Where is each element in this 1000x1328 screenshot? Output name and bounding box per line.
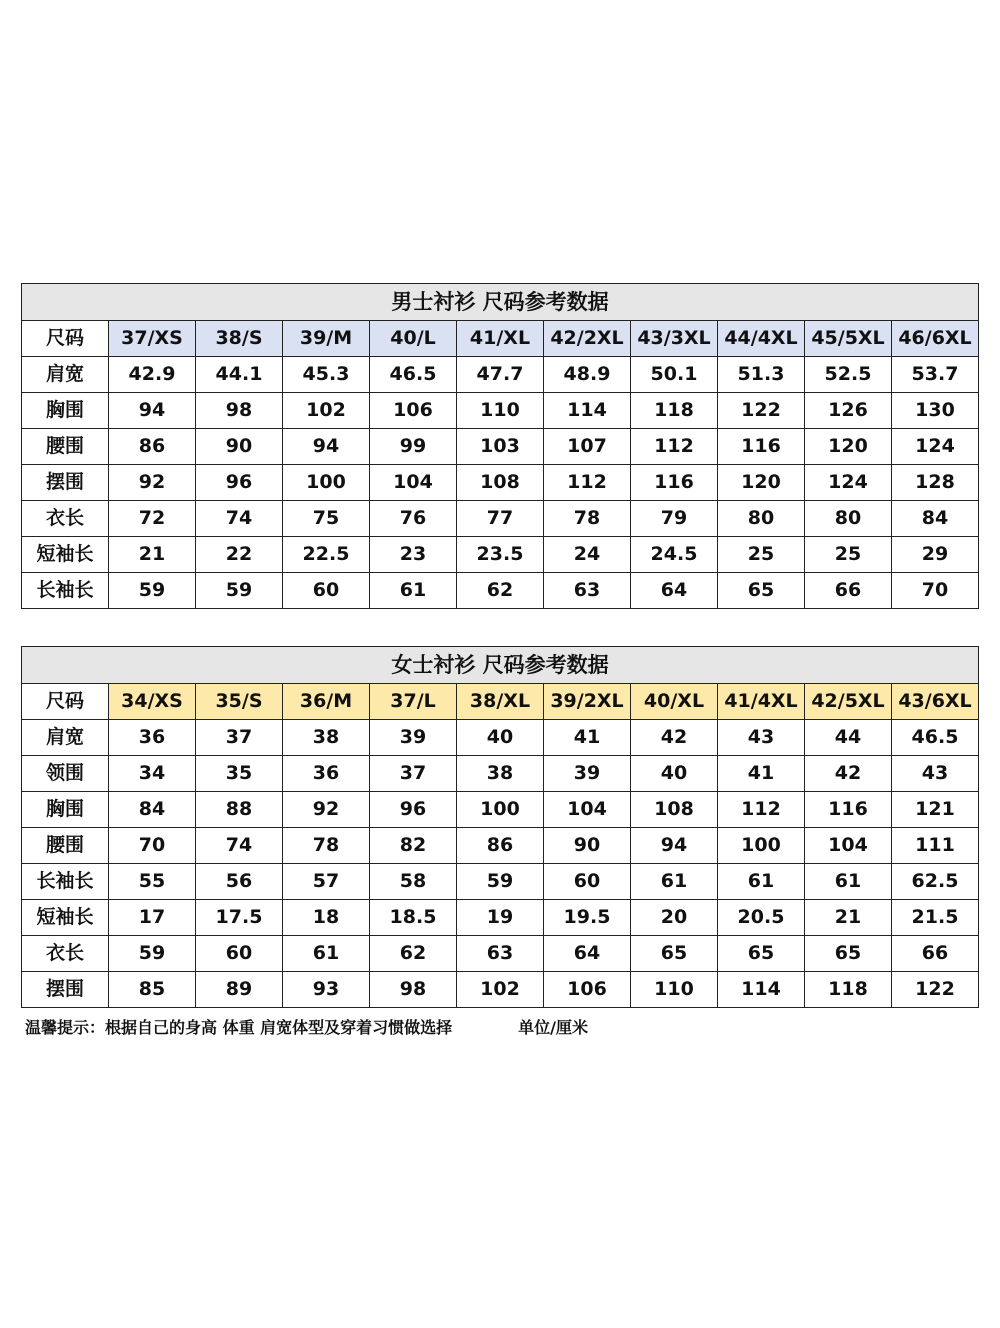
men-row-label: 衣长 <box>22 501 109 537</box>
men-measure-cell: 120 <box>718 465 805 501</box>
women-measure-cell: 122 <box>892 972 979 1008</box>
women-measure-cell: 90 <box>544 828 631 864</box>
men-table-body <box>22 357 979 609</box>
women-measure-row <box>22 792 979 828</box>
women-measure-cell: 20.5 <box>718 900 805 936</box>
women-row-label: 胸围 <box>22 792 109 828</box>
women-measure-cell: 61 <box>283 936 370 972</box>
women-measure-cell: 96 <box>370 792 457 828</box>
women-measure-cell: 93 <box>283 972 370 1008</box>
men-row-label: 胸围 <box>22 393 109 429</box>
men-measure-cell: 61 <box>370 573 457 609</box>
men-measure-cell: 94 <box>283 429 370 465</box>
women-measure-cell: 39 <box>370 720 457 756</box>
women-size-header-label: 尺码 <box>22 684 109 720</box>
men-measure-cell: 79 <box>631 501 718 537</box>
men-row-label: 肩宽 <box>22 357 109 393</box>
women-measure-cell: 37 <box>196 720 283 756</box>
women-size-col: 37/L <box>370 684 457 720</box>
men-measure-cell: 53.7 <box>892 357 979 393</box>
men-measure-cell: 21 <box>109 537 196 573</box>
women-measure-cell: 17.5 <box>196 900 283 936</box>
women-size-col: 38/XL <box>457 684 544 720</box>
women-measure-cell: 59 <box>109 936 196 972</box>
women-measure-cell: 40 <box>631 756 718 792</box>
men-measure-cell: 122 <box>718 393 805 429</box>
men-measure-cell: 50.1 <box>631 357 718 393</box>
women-measure-cell: 86 <box>457 828 544 864</box>
women-measure-cell: 35 <box>196 756 283 792</box>
men-measure-row <box>22 465 979 501</box>
women-size-header-row <box>22 684 979 720</box>
men-measure-cell: 112 <box>544 465 631 501</box>
men-measure-cell: 70 <box>892 573 979 609</box>
men-size-col: 42/2XL <box>544 321 631 357</box>
women-measure-cell: 82 <box>370 828 457 864</box>
men-measure-cell: 75 <box>283 501 370 537</box>
men-size-header-row <box>22 321 979 357</box>
men-size-table <box>21 283 979 609</box>
women-measure-cell: 60 <box>544 864 631 900</box>
men-measure-cell: 98 <box>196 393 283 429</box>
men-measure-row <box>22 393 979 429</box>
women-measure-cell: 38 <box>283 720 370 756</box>
men-measure-cell: 24 <box>544 537 631 573</box>
men-size-col: 46/6XL <box>892 321 979 357</box>
men-table-title: 男士衬衫 尺码参考数据 <box>22 284 979 321</box>
women-measure-row <box>22 864 979 900</box>
men-size-col: 38/S <box>196 321 283 357</box>
men-measure-row <box>22 537 979 573</box>
women-measure-cell: 21.5 <box>892 900 979 936</box>
men-measure-cell: 48.9 <box>544 357 631 393</box>
men-size-col: 40/L <box>370 321 457 357</box>
men-measure-cell: 22 <box>196 537 283 573</box>
men-measure-cell: 76 <box>370 501 457 537</box>
men-measure-cell: 130 <box>892 393 979 429</box>
women-row-label: 短袖长 <box>22 900 109 936</box>
men-measure-cell: 24.5 <box>631 537 718 573</box>
women-measure-cell: 92 <box>283 792 370 828</box>
women-measure-row <box>22 720 979 756</box>
women-measure-cell: 61 <box>718 864 805 900</box>
women-measure-cell: 108 <box>631 792 718 828</box>
women-measure-cell: 42 <box>631 720 718 756</box>
women-measure-cell: 102 <box>457 972 544 1008</box>
women-measure-cell: 55 <box>109 864 196 900</box>
women-measure-cell: 65 <box>805 936 892 972</box>
men-measure-cell: 84 <box>892 501 979 537</box>
men-size-col: 41/XL <box>457 321 544 357</box>
women-measure-cell: 18 <box>283 900 370 936</box>
women-measure-cell: 111 <box>892 828 979 864</box>
men-measure-cell: 99 <box>370 429 457 465</box>
men-measure-cell: 59 <box>109 573 196 609</box>
women-row-label: 摆围 <box>22 972 109 1008</box>
men-measure-cell: 45.3 <box>283 357 370 393</box>
women-measure-row <box>22 756 979 792</box>
men-measure-cell: 103 <box>457 429 544 465</box>
men-measure-cell: 47.7 <box>457 357 544 393</box>
men-measure-cell: 66 <box>805 573 892 609</box>
women-measure-cell: 94 <box>631 828 718 864</box>
women-table-body <box>22 720 979 1008</box>
men-size-col: 39/M <box>283 321 370 357</box>
men-measure-cell: 124 <box>805 465 892 501</box>
women-measure-cell: 36 <box>109 720 196 756</box>
footer-unit: 单位/厘米 <box>518 1018 589 1037</box>
women-measure-cell: 41 <box>544 720 631 756</box>
women-row-label: 腰围 <box>22 828 109 864</box>
women-size-col: 36/M <box>283 684 370 720</box>
men-row-label: 摆围 <box>22 465 109 501</box>
women-measure-cell: 19 <box>457 900 544 936</box>
women-size-col: 42/5XL <box>805 684 892 720</box>
men-measure-cell: 112 <box>631 429 718 465</box>
women-measure-cell: 19.5 <box>544 900 631 936</box>
women-size-col: 35/S <box>196 684 283 720</box>
women-measure-cell: 61 <box>631 864 718 900</box>
women-measure-cell: 89 <box>196 972 283 1008</box>
men-measure-cell: 22.5 <box>283 537 370 573</box>
men-measure-cell: 80 <box>805 501 892 537</box>
men-measure-row <box>22 429 979 465</box>
men-measure-cell: 110 <box>457 393 544 429</box>
women-measure-cell: 41 <box>718 756 805 792</box>
women-measure-cell: 43 <box>892 756 979 792</box>
women-measure-row <box>22 900 979 936</box>
women-measure-cell: 110 <box>631 972 718 1008</box>
men-size-col: 37/XS <box>109 321 196 357</box>
women-measure-cell: 78 <box>283 828 370 864</box>
men-measure-cell: 108 <box>457 465 544 501</box>
women-measure-cell: 104 <box>544 792 631 828</box>
men-measure-cell: 96 <box>196 465 283 501</box>
women-measure-cell: 44 <box>805 720 892 756</box>
men-measure-cell: 106 <box>370 393 457 429</box>
men-measure-cell: 29 <box>892 537 979 573</box>
men-measure-row <box>22 357 979 393</box>
women-measure-cell: 57 <box>283 864 370 900</box>
women-measure-cell: 66 <box>892 936 979 972</box>
men-measure-cell: 65 <box>718 573 805 609</box>
men-measure-cell: 102 <box>283 393 370 429</box>
women-measure-cell: 20 <box>631 900 718 936</box>
men-measure-cell: 59 <box>196 573 283 609</box>
men-measure-cell: 42.9 <box>109 357 196 393</box>
footer-tip: 温馨提示：根据自己的身高 体重 肩宽体型及穿着习惯做选择 <box>25 1018 453 1037</box>
women-measure-cell: 61 <box>805 864 892 900</box>
men-measure-cell: 63 <box>544 573 631 609</box>
men-measure-cell: 74 <box>196 501 283 537</box>
men-measure-cell: 46.5 <box>370 357 457 393</box>
men-measure-cell: 44.1 <box>196 357 283 393</box>
women-measure-cell: 21 <box>805 900 892 936</box>
women-measure-cell: 42 <box>805 756 892 792</box>
women-measure-cell: 34 <box>109 756 196 792</box>
men-measure-cell: 51.3 <box>718 357 805 393</box>
women-measure-cell: 17 <box>109 900 196 936</box>
men-row-label: 长袖长 <box>22 573 109 609</box>
women-measure-row <box>22 936 979 972</box>
women-measure-cell: 112 <box>718 792 805 828</box>
men-measure-cell: 23.5 <box>457 537 544 573</box>
women-measure-cell: 104 <box>805 828 892 864</box>
women-measure-row <box>22 972 979 1008</box>
women-measure-cell: 38 <box>457 756 544 792</box>
women-measure-cell: 84 <box>109 792 196 828</box>
women-measure-cell: 37 <box>370 756 457 792</box>
women-measure-cell: 58 <box>370 864 457 900</box>
women-measure-cell: 85 <box>109 972 196 1008</box>
women-measure-cell: 106 <box>544 972 631 1008</box>
men-measure-cell: 80 <box>718 501 805 537</box>
men-row-label: 短袖长 <box>22 537 109 573</box>
women-measure-cell: 118 <box>805 972 892 1008</box>
women-size-col: 34/XS <box>109 684 196 720</box>
men-measure-cell: 25 <box>718 537 805 573</box>
women-row-label: 领围 <box>22 756 109 792</box>
men-measure-cell: 60 <box>283 573 370 609</box>
women-row-label: 肩宽 <box>22 720 109 756</box>
women-size-col: 40/XL <box>631 684 718 720</box>
men-measure-cell: 25 <box>805 537 892 573</box>
women-measure-cell: 59 <box>457 864 544 900</box>
men-measure-row <box>22 501 979 537</box>
men-measure-cell: 90 <box>196 429 283 465</box>
women-row-label: 衣长 <box>22 936 109 972</box>
women-measure-cell: 88 <box>196 792 283 828</box>
footer-note <box>25 1015 588 1038</box>
men-measure-row <box>22 573 979 609</box>
men-measure-cell: 100 <box>283 465 370 501</box>
men-measure-cell: 116 <box>631 465 718 501</box>
women-measure-cell: 63 <box>457 936 544 972</box>
men-measure-cell: 72 <box>109 501 196 537</box>
women-measure-cell: 46.5 <box>892 720 979 756</box>
women-measure-cell: 121 <box>892 792 979 828</box>
men-row-label: 腰围 <box>22 429 109 465</box>
women-size-col: 41/4XL <box>718 684 805 720</box>
women-measure-cell: 65 <box>631 936 718 972</box>
women-measure-cell: 18.5 <box>370 900 457 936</box>
women-measure-cell: 62 <box>370 936 457 972</box>
men-measure-cell: 114 <box>544 393 631 429</box>
men-measure-cell: 118 <box>631 393 718 429</box>
women-row-label: 长袖长 <box>22 864 109 900</box>
men-size-col: 45/5XL <box>805 321 892 357</box>
women-size-col: 39/2XL <box>544 684 631 720</box>
women-table-title: 女士衬衫 尺码参考数据 <box>22 647 979 684</box>
women-measure-cell: 114 <box>718 972 805 1008</box>
women-measure-cell: 56 <box>196 864 283 900</box>
women-size-table <box>21 646 979 1008</box>
men-size-header-label: 尺码 <box>22 321 109 357</box>
women-measure-cell: 65 <box>718 936 805 972</box>
women-measure-cell: 116 <box>805 792 892 828</box>
women-size-col: 43/6XL <box>892 684 979 720</box>
men-measure-cell: 120 <box>805 429 892 465</box>
men-measure-cell: 116 <box>718 429 805 465</box>
women-measure-cell: 62.5 <box>892 864 979 900</box>
men-measure-cell: 77 <box>457 501 544 537</box>
women-measure-cell: 43 <box>718 720 805 756</box>
men-measure-cell: 94 <box>109 393 196 429</box>
women-measure-cell: 40 <box>457 720 544 756</box>
women-measure-cell: 60 <box>196 936 283 972</box>
men-measure-cell: 64 <box>631 573 718 609</box>
men-measure-cell: 126 <box>805 393 892 429</box>
men-size-col: 43/3XL <box>631 321 718 357</box>
women-measure-cell: 100 <box>718 828 805 864</box>
women-measure-cell: 39 <box>544 756 631 792</box>
men-measure-cell: 52.5 <box>805 357 892 393</box>
men-measure-cell: 104 <box>370 465 457 501</box>
men-size-col: 44/4XL <box>718 321 805 357</box>
men-measure-cell: 107 <box>544 429 631 465</box>
men-measure-cell: 23 <box>370 537 457 573</box>
women-measure-cell: 70 <box>109 828 196 864</box>
men-measure-cell: 78 <box>544 501 631 537</box>
men-measure-cell: 124 <box>892 429 979 465</box>
women-measure-cell: 100 <box>457 792 544 828</box>
men-measure-cell: 62 <box>457 573 544 609</box>
men-measure-cell: 92 <box>109 465 196 501</box>
men-measure-cell: 86 <box>109 429 196 465</box>
women-measure-row <box>22 828 979 864</box>
women-measure-cell: 74 <box>196 828 283 864</box>
women-measure-cell: 36 <box>283 756 370 792</box>
men-measure-cell: 128 <box>892 465 979 501</box>
women-measure-cell: 98 <box>370 972 457 1008</box>
women-measure-cell: 64 <box>544 936 631 972</box>
